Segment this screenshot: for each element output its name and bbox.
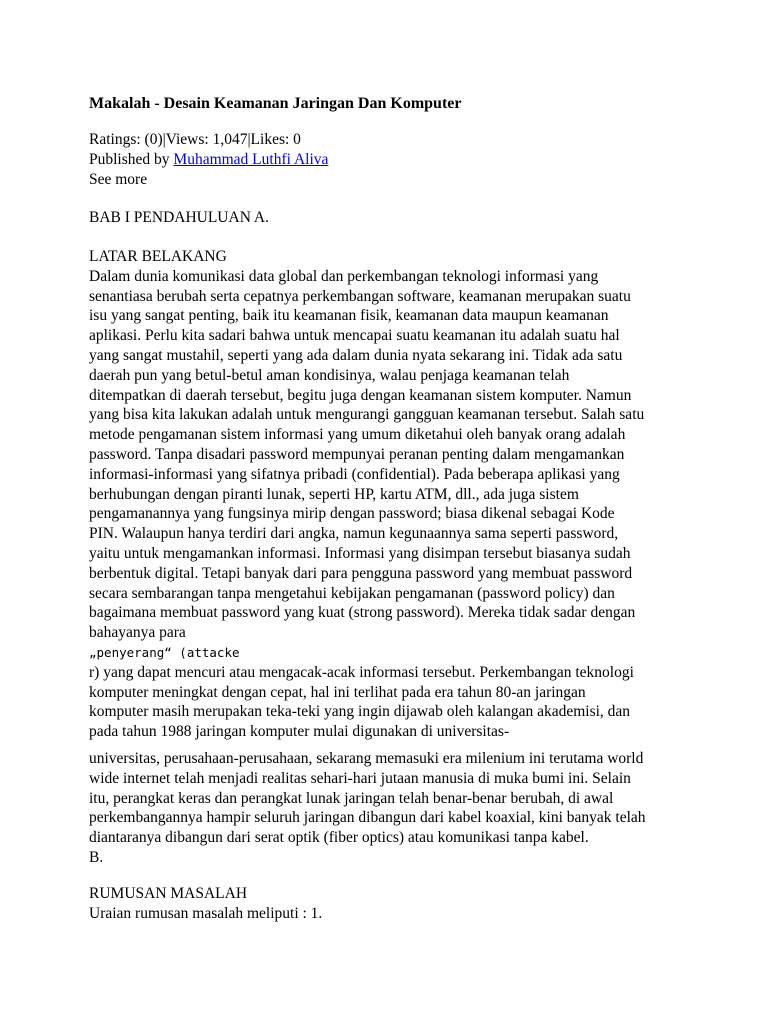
paragraph-line: ditempatkan di daerah tersebut, begitu juga dengan keamanan sistem komputer. Namun <box>89 386 632 404</box>
chapter-heading-text: BAB I PENDAHULUAN A. <box>89 209 269 226</box>
section-heading: LATAR BELAKANG <box>89 248 227 265</box>
section-latar-belakang-continued <box>89 749 646 868</box>
paragraph-line: pengamanannya yang fungsinya mirip dengan password; biasa dikenal sebagai Kode <box>89 505 615 523</box>
paragraph-line: pada tahun 1988 jaringan komputer mulai digunakan di universitas- <box>89 723 510 741</box>
published-by <box>89 150 328 170</box>
section-rumusan-masalah <box>89 884 322 924</box>
paragraph-line: yang sangat mustahil, seperti yang ada dalam dunia nyata sekarang ini. Tidak ada satu <box>89 346 623 364</box>
paragraph-line: universitas, perusahaan-perusahaan, sekarang memasuki era milenium ini terutama world <box>89 750 644 767</box>
paragraph-line: berbentuk digital. Tetapi banyak dari para pengguna password yang membuat password <box>89 564 633 582</box>
paragraph-line: r) yang dapat mencuri atau mengacak-acak informasi tersebut. Perkembangan teknologi <box>89 663 634 681</box>
section-heading: RUMUSAN MASALAH <box>89 885 248 902</box>
paragraph-line: PIN. Walaupun hanya terdiri dari angka, namun kegunaannya sama seperti password, <box>89 525 619 543</box>
paragraph-line: yang bisa kita lakukan adalah untuk mengurangi gangguan keamanan tersebut. Salah satu <box>89 406 645 424</box>
paragraph-line: Dalam dunia komunikasi data global dan perkembangan teknologi informasi yang <box>89 267 599 285</box>
paragraph-line: diantaranya dibangun dari serat optik (fiber optics) atau komunikasi tanpa kabel. <box>89 829 589 847</box>
paragraph-line: isu yang sangat penting, baik itu keamanan fisik, keamanan data maupun keamanan <box>89 307 609 325</box>
see-more-link[interactable]: See more <box>89 171 148 188</box>
paragraph-line: secara sembarangan tanpa mengetahui kebijakan pengamanan (password policy) dan <box>89 584 615 602</box>
published-by-label: Published by <box>89 151 174 168</box>
paragraph-line: Uraian rumusan masalah meliputi : 1. <box>89 904 323 922</box>
section-latar-belakang <box>89 247 644 742</box>
paragraph-line: password. Tanpa disadari password mempunyai peranan penting dalam mengamankan <box>89 445 625 463</box>
paragraph-line: informasi-informasi yang sifatnya pribadi (confidential). Pada beberapa aplikasi yang <box>89 465 620 483</box>
chapter-heading <box>89 208 269 228</box>
paragraph-line: berhubungan dengan piranti lunak, seperti HP, kartu ATM, dll., ada juga sistem <box>89 485 579 503</box>
paragraph-line: bahayanya para <box>89 624 186 642</box>
document-stats: Ratings: (0)|Views: 1,047|Likes: 0 <box>89 131 301 148</box>
paragraph-line: komputer meningkat dengan cepat, hal ini terlihat pada era tahun 80-an jaringan <box>89 683 586 701</box>
paragraph-line: metode pengamanan sistem informasi yang umum diketahui oleh banyak orang adalah <box>89 426 626 444</box>
quote-line: „penyerang“ (attacke <box>89 644 240 660</box>
paragraph-line: perkembangannya hampir seluruh jaringan dibangun dari kabel koaxial, kini banyak telah <box>89 809 646 827</box>
paragraph-line: bagaimana membuat password yang kuat (strong password). Mereka tidak sadar dengan <box>89 604 636 622</box>
author-link[interactable]: Muhammad Luthfi Aliva <box>173 151 329 168</box>
paragraph-line: daerah pun yang betul-betul aman kondisinya, walau penjaga keamanan telah <box>89 366 570 384</box>
paragraph-line: wide internet telah menjadi realitas sehari-hari jutaan manusia di muka bumi ini. Selain <box>89 769 631 787</box>
paragraph-line: itu, perangkat keras dan perangkat lunak jaringan telah benar-benar berubah, di awal <box>89 789 614 807</box>
paragraph-line: B. <box>89 848 104 866</box>
paragraph-line: komputer masih merupakan teka-teki yang ingin dijawab oleh kalangan akademisi, dan <box>89 703 631 721</box>
paragraph-line: senantiasa berubah serta cepatnya perkembangan software, keamanan merupakan suatu <box>89 287 631 305</box>
paragraph-line: aplikasi. Perlu kita sadari bahwa untuk mencapai suatu keamanan itu adalah suatu hal <box>89 327 620 345</box>
paragraph-line: yaitu untuk mengamankan informasi. Informasi yang disimpan tersebut biasanya sudah <box>89 544 631 562</box>
document-title: Makalah - Desain Keamanan Jaringan Dan Komputer <box>89 95 462 112</box>
document-meta <box>89 130 328 190</box>
